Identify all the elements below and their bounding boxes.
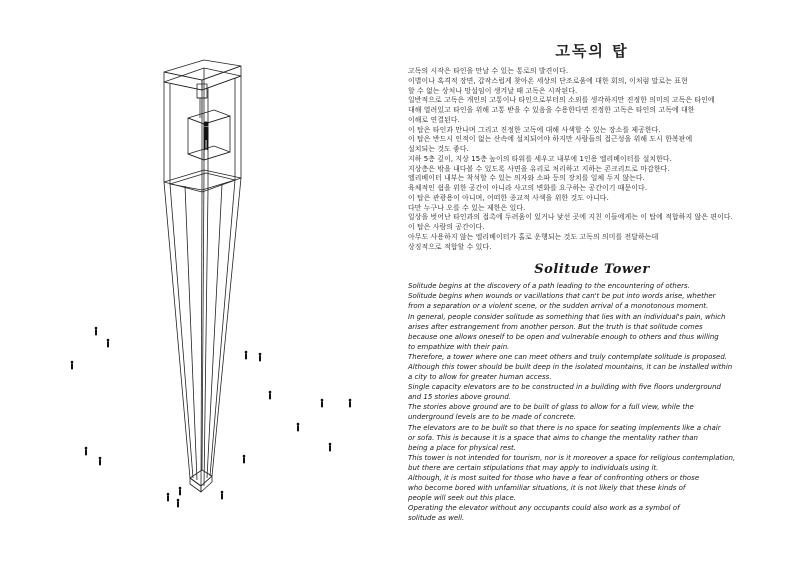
- english-line: The elevators are to be built so that there is no space for seating implements like a chair: [408, 423, 721, 432]
- korean-line: 이별이나 혹격적 장면, 갑작스럽게 찾아온 세상의 단조로움에 대한 회의, 이처럼 말로는 표현: [408, 76, 688, 85]
- korean-line: 지상층은 밖을 내다볼 수 있도록 사면을 유리로 처리하고 지하는 콘크리트로 마감한다.: [408, 164, 670, 173]
- english-line: This tower is not intended for tourism, nor is it moreover a space for religious contemplation,: [408, 453, 736, 462]
- person-in-elevator: [203, 121, 208, 150]
- english-line: or sofa. This is because it is a space that aims to change the mentality rather than: [408, 433, 698, 442]
- korean-line: 설치되는 것도 좋다.: [408, 145, 469, 153]
- english-line: In general, people consider solitude as something that lies with an individual's pain, which: [408, 312, 726, 321]
- korean-line: 이 탑은 반드시 인적이 없는 산속에 설치되어야 하지만 사람들의 접근성을 위해 도시 한복판에: [408, 135, 693, 144]
- english-line: but there are certain stipulations that may apply to individuals using it.: [408, 463, 659, 472]
- english-line: Single capacity elevators are to be constructed in a building with five floors underground: [408, 383, 721, 392]
- english-line: Solitude begins when wounds or vacillations that can't be put into words arise, whether: [408, 292, 716, 301]
- english-line: Although this tower should be built deep in the isolated mountains, it can be installed within: [408, 363, 733, 371]
- english-line: to empathize with their pain.: [408, 342, 510, 351]
- korean-body: [408, 67, 776, 252]
- korean-line: 육체적인 쉼을 위한 공간이 아니라 사고의 변화를 요구하는 공간이기 때문이다.: [408, 184, 648, 192]
- english-body: [408, 281, 776, 523]
- korean-line: 이 탑은 사람의 공간이다.: [408, 223, 485, 231]
- english-line: being a place for physical rest.: [408, 443, 516, 452]
- english-line: Although, it is most suited for those who have a fear of confronting others or those: [408, 474, 700, 483]
- english-line: who become bored with unfamiliar situations, it is not likely that these kinds of: [408, 484, 686, 493]
- english-line: Operating the elevator without any occupants could also work as a symbol of: [408, 504, 680, 513]
- korean-line: 이 탑은 타인과 만나며 그리고 진정한 고독에 대해 사색할 수 있는 장소를 제공한다.: [408, 125, 661, 134]
- english-line: arises after estrangement from another person. But the truth is that solitude comes: [408, 322, 703, 331]
- english-line: because one allows oneself to be open and vulnerable enough to others and thus willing: [408, 332, 719, 341]
- korean-line: 일상을 벗어난 타인과의 접촉에 두려움이 있거나 낯선 곳에 지친 이들에게는 이 탑에 적합하지 않은 편이다.: [408, 213, 733, 222]
- korean-line: 아무도 사용하지 않는 엘리베이터가 홀로 운행되는 것도 고독의 의미를 전달하는데: [408, 232, 659, 241]
- english-line: Solitude begins at the discovery of a path leading to the encountering of others.: [408, 282, 690, 291]
- english-line: Therefore, a tower where one can meet others and truly contemplate solitude is proposed.: [408, 352, 728, 361]
- korean-line: 다만 누구나 오를 수 있는 제한은 있다.: [408, 203, 526, 212]
- tower-top-cap: [164, 60, 241, 90]
- tower-glass-upper: [164, 68, 241, 192]
- korean-line: 할 수 없는 상처나 망설임이 생겨날 때 고독은 시작된다.: [408, 86, 578, 95]
- english-title: Solitude Tower: [534, 262, 650, 278]
- tower-shaft: [164, 170, 241, 486]
- english-line: and 15 stories above ground.: [408, 393, 512, 402]
- korean-line: 지하 5층 깊이, 지상 15층 높이의 타워를 세우고 내부에 1인용 엘리베이터를 설치한다.: [408, 154, 672, 163]
- korean-line: 상징적으로 적합할 수 있다.: [408, 242, 492, 251]
- korean-title: 고독의 탑: [555, 42, 629, 60]
- english-line: people will seek out this place.: [408, 494, 517, 503]
- english-line: a city to allow for greater human access.: [408, 373, 552, 382]
- ground-figures: [71, 327, 352, 508]
- korean-line: 대해 열려있고 타인을 위해 고통 받을 수 있음을 수용한다면 진정한 고독은 타인의 고독에 대한: [408, 106, 695, 114]
- text-column: [408, 20, 776, 524]
- korean-line: 일반적으로 고독은 개인의 고통이나 타인으로부터의 소외를 생각하지만 진정한 의미의 고독은 타인에: [408, 96, 715, 105]
- korean-line: 고독의 시작은 타인을 만날 수 있는 통로의 발견이다.: [408, 67, 569, 75]
- english-line: solitude as well.: [408, 514, 465, 523]
- english-line: underground levels are to be made of concrete.: [408, 413, 577, 422]
- korean-line: 이 탑은 관광용이 아니며, 어떠한 종교적 사색을 위한 것도 아니다.: [408, 193, 609, 202]
- elevator-cabin: [188, 110, 230, 160]
- korean-line: 이해로 연결된다.: [408, 115, 460, 124]
- english-line: The stories above ground are to be built of glass to allow for a full view, while the: [408, 403, 694, 412]
- english-line: from a separation or a violent scene, or the sudden arrival of a monotonous moment.: [408, 302, 709, 311]
- korean-line: 엘리베이터 내부는 착석할 수 있는 의자와 소파 등의 장치를 일체 두지 않는다.: [408, 174, 645, 183]
